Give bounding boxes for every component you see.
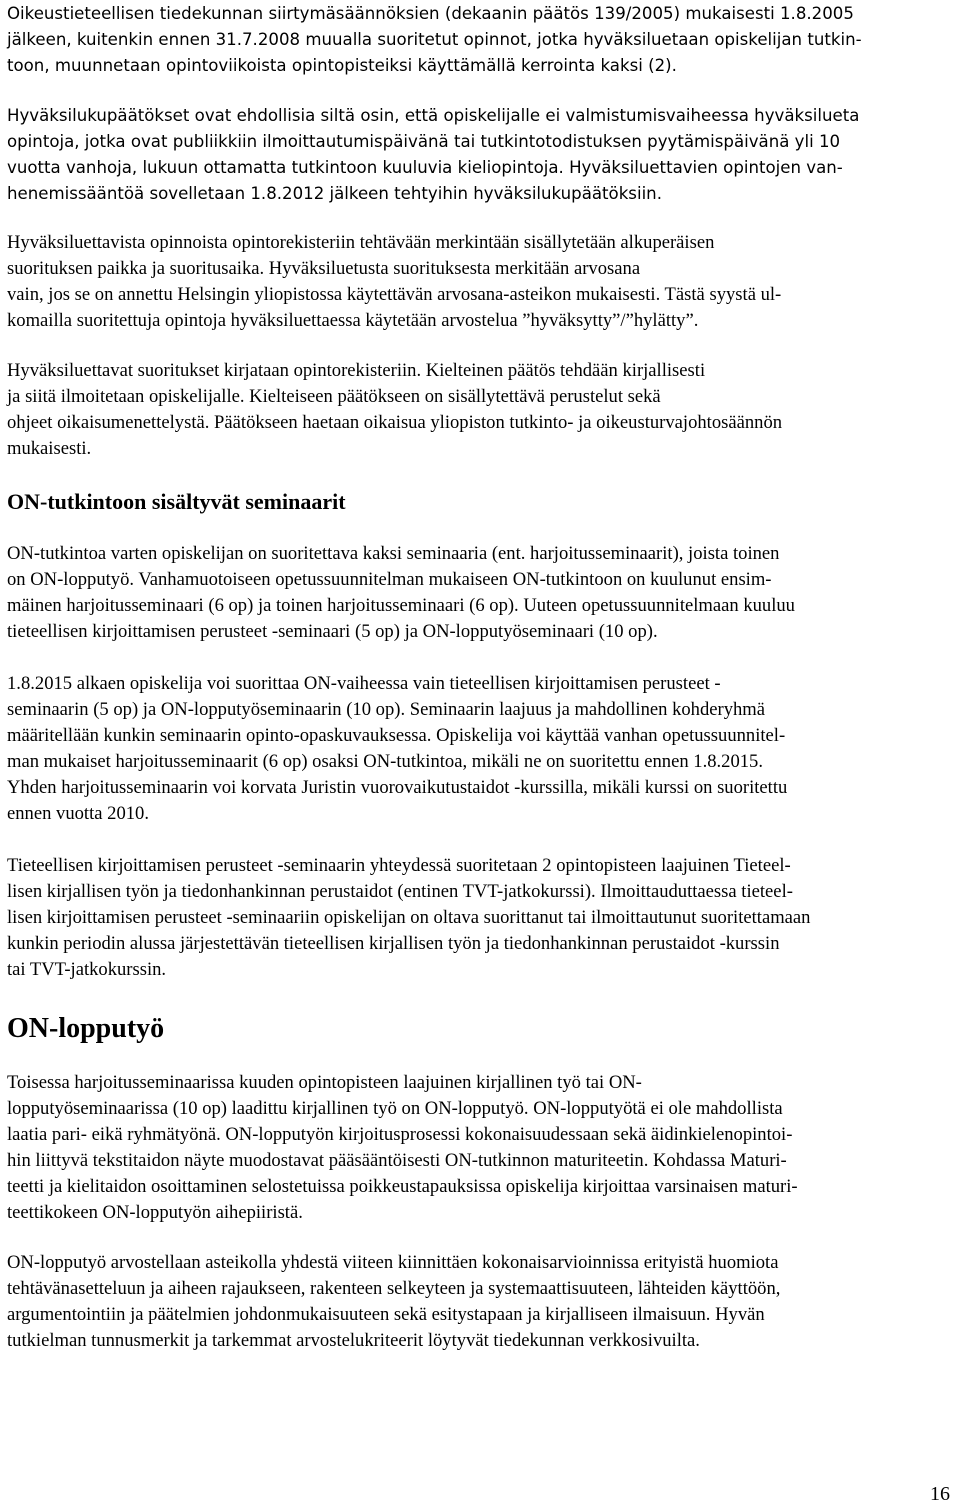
- paragraph-seminars-intro: [7, 541, 955, 645]
- text-line: Oikeustieteellisen tiedekunnan siirtymäsäännöksien (dekaanin päätös 139/2005) mukaisesti 1.8.2005: [7, 4, 854, 23]
- text-line: ja siitä ilmoitetaan opiskelijalle. Kielteiseen päätökseen on sisällytettävä perustelut sekä: [7, 386, 661, 407]
- text-line: argumentointiin ja päätelmien johdonmukaisuuteen sekä esitystapaan ja kirjalliseen ilmaisuun. Hyvän: [7, 1304, 765, 1325]
- text-line: ON-lopputyö arvostellaan asteikolla yhdestä viiteen kiinnittäen kokonaisarvioinnissa erityistä huomiota: [7, 1252, 779, 1273]
- text-line: 1.8.2015 alkaen opiskelija voi suorittaa ON-vaiheessa vain tieteellisen kirjoittamisen perusteet -: [7, 673, 721, 694]
- text-line: kunkin periodin alussa järjestettävän tieteellisen kirjallisen työn ja tiedonhankinnan perustaidot -kurssin: [7, 933, 780, 954]
- text-line: Hyväksiluettavat suoritukset kirjataan opintorekisteriin. Kielteinen päätös tehdään kirjallisesti: [7, 360, 706, 381]
- text-line: ohjeet oikaisumenettelystä. Päätökseen haetaan oikaisua yliopiston tutkinto- ja oikeusturvajohtosäännön: [7, 412, 783, 433]
- heading-thesis: ON-lopputyö: [7, 1013, 165, 1044]
- paragraph-written-decision: [7, 358, 955, 462]
- text-line: henemissääntöä sovelletaan 1.8.2012 jälkeen tehtyihin hyväksilukupäätöksiin.: [7, 184, 662, 203]
- text-line: mäinen harjoitusseminaari (6 op) ja toinen harjoitusseminaari (6 op). Uuteen opetussuunnitelmaan kuuluu: [7, 595, 795, 616]
- text-line: hin liittyvä tekstitaidon näyte muodostavat pääsääntöisesti ON-tutkinnon maturiteetin. Kohdassa Maturi-: [7, 1150, 787, 1171]
- text-line: lisen kirjallisen työn ja tiedonhankinnan perustaidot (entinen TVT-jatkokurssi). Ilmoittauduttaessa tieteel-: [7, 881, 793, 902]
- text-line: Yhden harjoitusseminaarin voi korvata Juristin vuorovaikutustaidot -kurssilla, mikäli kurssi on suoritettu: [7, 777, 788, 798]
- text-line: seminaarin (5 op) ja ON-lopputyöseminaarin (10 op). Seminaarin laajuus ja mahdollinen kohderyhmä: [7, 699, 766, 720]
- paragraph-thesis-intro: [7, 1070, 955, 1226]
- text-line: mukaisesti.: [7, 438, 92, 459]
- paragraph-register-entries: [7, 230, 955, 334]
- text-line: lisen kirjoittamisen perusteet -seminaariin opiskelijan on oltava suorittanut tai ilmoittautunut suoritettamaan: [7, 907, 811, 928]
- text-line: on ON-lopputyö. Vanhamuotoiseen opetussuunnitelman mukaiseen ON-tutkintoon on kuulunut ensim-: [7, 569, 772, 590]
- text-line: vain, jos se on annettu Helsingin yliopistossa käytettävän arvosana-asteikon mukaisesti. Tästä syystä ul-: [7, 284, 782, 305]
- text-line: komailla suoritettuja opintoja hyväksiluettaessa käytetään arvostelua ”hyväksytty”/”hylätty”.: [7, 310, 699, 331]
- text-line: vuotta vanhoja, lukuun ottamatta tutkintoon kuuluvia kieliopintoja. Hyväksiluettavien opintojen van-: [7, 158, 843, 177]
- text-line: tieteellisen kirjoittamisen perusteet -seminaari (5 op) ja ON-lopputyöseminaari (10 op).: [7, 621, 658, 642]
- text-line: jälkeen, kuitenkin ennen 31.7.2008 muualla suoritetut opinnot, jotka hyväksiluetaan opiskelijan tutkin-: [7, 30, 862, 49]
- paragraph-seminars-2015: [7, 671, 955, 827]
- text-line: toon, muunnetaan opintoviikoista opintopisteiksi käyttämällä kerrointa kaksi (2).: [7, 56, 677, 75]
- paragraph-transition-rules: [7, 1, 955, 79]
- page-number: 16: [930, 1483, 950, 1505]
- text-line: ON-tutkintoa varten opiskelijan on suoritettava kaksi seminaaria (ent. harjoitusseminaarit), joista toinen: [7, 543, 780, 564]
- text-line: lopputyöseminaarissa (10 op) laadittu kirjallinen työ on ON-lopputyö. ON-lopputyötä ei ole mahdollista: [7, 1098, 783, 1119]
- text-line: tehtävänasetteluun ja aiheen rajaukseen, rakenteen selkeyteen ja systemaattisuuteen, lähteiden käyttöön,: [7, 1278, 781, 1299]
- heading-seminars: ON-tutkintoon sisältyvät seminaarit: [7, 489, 346, 514]
- text-line: Hyväksiluettavista opinnoista opintorekisteriin tehtävään merkintään sisällytetään alkuperäisen: [7, 232, 715, 253]
- text-line: Tieteellisen kirjoittamisen perusteet -seminaarin yhteydessä suoritetaan 2 opintopisteen laajuinen Tieteel-: [7, 855, 791, 876]
- paragraph-thesis-grading: [7, 1250, 955, 1354]
- paragraph-conditional-decisions: [7, 103, 955, 207]
- text-line: man mukaiset harjoitusseminaarit (6 op) osaksi ON-tutkintoa, mikäli ne on suoritettu ennen 1.8.2015.: [7, 751, 764, 772]
- paragraph-writing-basics: [7, 853, 955, 983]
- text-line: ennen vuotta 2010.: [7, 803, 150, 824]
- text-line: Hyväksilukupäätökset ovat ehdollisia siltä osin, että opiskelijalle ei valmistumisvaiheessa hyväksilueta: [7, 106, 860, 125]
- text-line: tai TVT-jatkokurssin.: [7, 959, 167, 980]
- text-line: teetti ja kielitaidon osoittaminen selostetuissa poikkeustapauksissa opiskelija kirjoittaa varsinaisen maturi-: [7, 1176, 798, 1197]
- text-line: suorituksen paikka ja suoritusaika. Hyväksiluetusta suorituksesta merkitään arvosana: [7, 258, 641, 279]
- text-line: opintoja, jotka ovat publiikkiin ilmoittautumispäivänä tai tutkintotodistuksen pyytämispäivänä yli 10: [7, 132, 841, 151]
- text-line: tutkielman tunnusmerkit ja tarkemmat arvostelukriteerit löytyvät tiedekunnan verkkosivuilta.: [7, 1330, 700, 1351]
- text-line: Toisessa harjoitusseminaarissa kuuden opintopisteen laajuinen kirjallinen työ tai ON-: [7, 1072, 642, 1093]
- text-line: laatia pari- eikä ryhmätyönä. ON-lopputyön kirjoitusprosessi kokonaisuudessaan sekä äidinkielenopintoi-: [7, 1124, 793, 1145]
- text-line: teettikokeen ON-lopputyön aihepiiristä.: [7, 1202, 303, 1223]
- text-line: määritellään kunkin seminaarin opinto-opaskuvauksessa. Opiskelija voi käyttää vanhan opetussuunnitel-: [7, 725, 786, 746]
